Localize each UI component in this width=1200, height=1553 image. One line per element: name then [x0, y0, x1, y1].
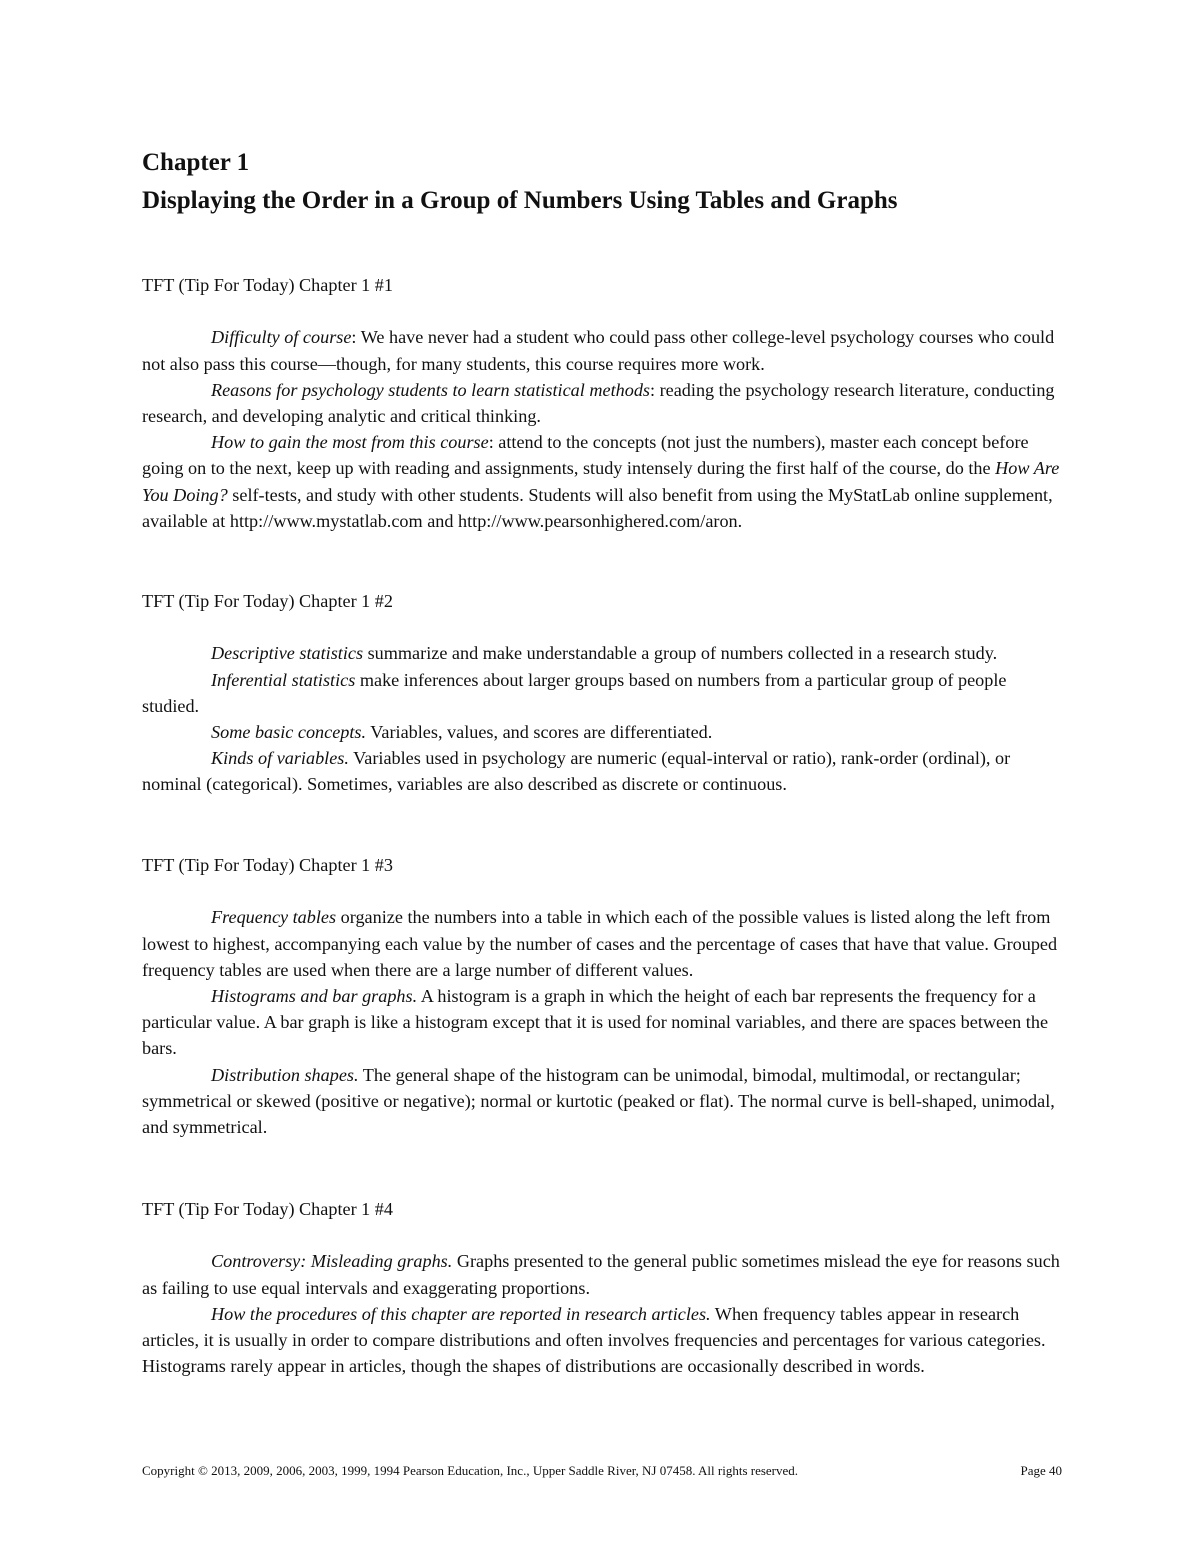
paragraph-lead: Reasons for psychology students to learn statistical methods: [211, 379, 650, 400]
chapter-number: Chapter 1: [142, 149, 250, 176]
paragraph-lead: How the procedures of this chapter are reported in research articles.: [211, 1303, 711, 1324]
paragraph-body: self-tests, and study with other students. Students will also benefit from using the MyStatLab online supplement, available at http://www.mystatlab.com and http://www.pearsonhighered.com/aron.: [142, 484, 1053, 531]
paragraph-body: Variables used in psychology are numeric (equal-interval or ratio), rank-order (ordinal), or nominal (categorical). Sometimes, variables are also described as discrete or continuous.: [142, 748, 1011, 795]
paragraph-lead: Descriptive statistics: [211, 643, 364, 664]
tft-heading: TFT (Tip For Today) Chapter 1 #4: [142, 1199, 393, 1219]
tft-heading: TFT (Tip For Today) Chapter 1 #3: [142, 855, 393, 875]
paragraph-lead: Some basic concepts.: [211, 722, 367, 742]
paragraph-body: A histogram is a graph in which the height of each bar represents the frequency for a particular value. A bar graph is like a histogram except that it is used for nominal variables, and there are spaces between the bars.: [142, 986, 1049, 1059]
paragraph: [142, 429, 1062, 534]
paragraph-lead: Distribution shapes.: [211, 1064, 359, 1085]
paragraph-lead: Histograms and bar graphs.: [211, 986, 418, 1006]
tft-section-2: [142, 588, 1062, 798]
paragraph: [142, 324, 1062, 376]
paragraph: [142, 1301, 1062, 1380]
tft-section-3: [142, 852, 1062, 1140]
paragraph-body: Variables, values, and scores are differentiated.: [366, 722, 713, 742]
tft-section-4: [142, 1196, 1062, 1379]
page-footer: [142, 1462, 1062, 1480]
chapter-heading: [142, 144, 1062, 220]
paragraph: [142, 904, 1062, 983]
paragraph-body: summarize and make understandable a group of numbers collected in a research study.: [363, 643, 998, 664]
paragraph: [142, 983, 1062, 1062]
tft-heading: TFT (Tip For Today) Chapter 1 #2: [142, 591, 393, 611]
paragraph-body: organize the numbers into a table in which each of the possible values is listed along the left from lowest to highest, accompanying each value by the number of cases and the percentage of cases that have that value. Grouped frequency tables are used when there are a large number of different values.: [142, 907, 1058, 980]
paragraph-body: Graphs presented to the general public sometimes mislead the eye for reasons such as failing to use equal intervals and exaggerating proportions.: [142, 1251, 1060, 1298]
paragraph-body: : reading the psychology research literature, conducting research, and developing analytic and critical thinking.: [142, 379, 1055, 426]
paragraph: [142, 640, 1062, 666]
paragraph: [142, 1062, 1062, 1141]
paragraph-body: The general shape of the histogram can be unimodal, bimodal, multimodal, or rectangular; symmetrical or skewed (positive or negative); normal or kurtotic (peaked or flat). The normal curve is bell-shaped, unimodal, and symmetrical.: [142, 1064, 1055, 1138]
tft-section-1: [142, 272, 1062, 534]
paragraph-lead: Inferential statistics: [211, 669, 356, 690]
paragraph-lead: Difficulty of course: [211, 327, 352, 348]
paragraph: [142, 745, 1062, 797]
paragraph: [142, 719, 1062, 745]
paragraph-lead: How to gain the most from this course: [211, 432, 489, 453]
paragraph-body: make inferences about larger groups based on numbers from a particular group of people studied.: [142, 669, 1007, 716]
inline-italic: How Are You Doing?: [142, 458, 1060, 505]
paragraph-body: When frequency tables appear in research articles, it is usually in order to compare distributions and often involves frequencies and percentages for various categories. Histograms rarely appear in articles, though the shapes of distributions are occasionally described in words.: [142, 1303, 1046, 1377]
tft-heading: TFT (Tip For Today) Chapter 1 #1: [142, 275, 393, 295]
paragraph: [142, 667, 1062, 719]
paragraph: [142, 1248, 1062, 1300]
paragraph-lead: Frequency tables: [211, 907, 337, 928]
copyright-notice: Copyright © 2013, 2009, 2006, 2003, 1999, 1994 Pearson Education, Inc., Upper Saddle River, NJ 07458. All rights reserved.: [142, 1463, 799, 1478]
paragraph: [142, 377, 1062, 429]
chapter-title: Displaying the Order in a Group of Numbers Using Tables and Graphs: [142, 187, 898, 214]
paragraph-body: : We have never had a student who could pass other college-level psychology courses who could not also pass this course—though, for many students, this course requires more work.: [142, 327, 1055, 374]
paragraph-body: : attend to the concepts (not just the numbers), master each concept before going on to the next, keep up with reading and assignments, study intensely during the first half of the course, do the: [142, 432, 1029, 479]
paragraph-lead: Controversy: Misleading graphs.: [211, 1251, 453, 1272]
page-number: Page 40: [1020, 1463, 1062, 1478]
paragraph-lead: Kinds of variables.: [211, 748, 349, 769]
